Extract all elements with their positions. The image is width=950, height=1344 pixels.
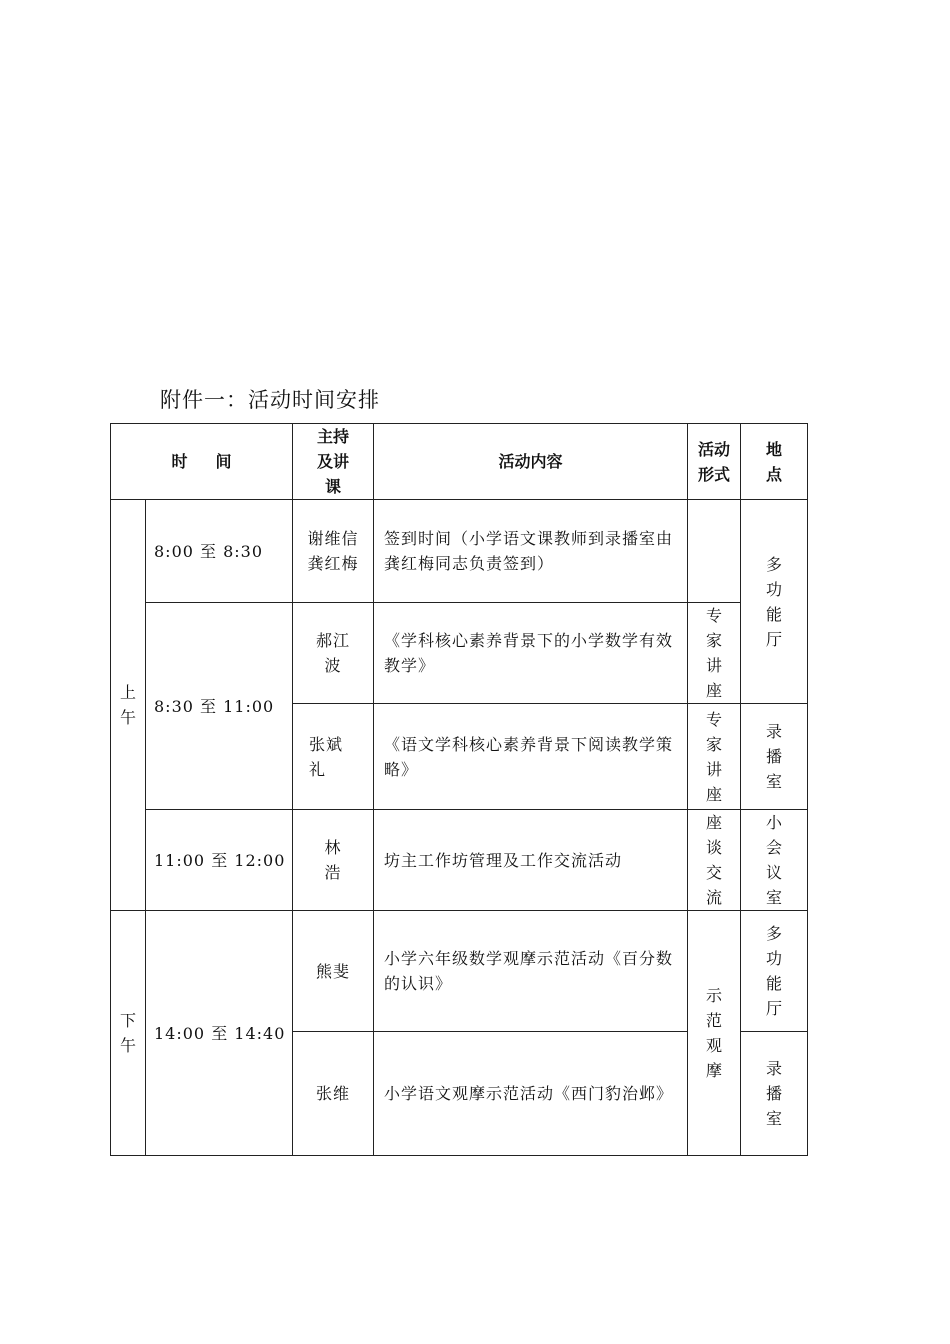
- host-name: 谢维信 龚红梅: [307, 529, 359, 573]
- form-cell: [688, 911, 741, 1156]
- host-cell: [293, 1032, 374, 1156]
- header-form: [688, 424, 741, 500]
- content-cell: 签到时间（小学语文课教师到录播室由龚红梅同志负责签到）: [374, 500, 688, 603]
- host-name: 张斌 礼: [309, 734, 344, 779]
- table-row: [111, 500, 808, 603]
- period-morning-label: 上午: [119, 683, 136, 727]
- place-cell: [741, 810, 808, 911]
- period-afternoon-label: 下午: [119, 1011, 136, 1055]
- place-name: 多功能厅: [766, 554, 783, 649]
- time-cell: 8:30 至 11:00: [146, 603, 293, 810]
- header-row: [111, 424, 808, 500]
- table-row: [111, 810, 808, 911]
- form-text: 专家讲座: [706, 606, 723, 700]
- header-form-text: 活动形式: [698, 439, 731, 484]
- content-cell: 坊主工作坊管理及工作交流活动: [374, 810, 688, 911]
- host-cell: [293, 810, 374, 911]
- host-cell: [293, 603, 374, 704]
- page-title: 附件一：活动时间安排: [160, 388, 380, 412]
- host-name: 熊斐: [316, 961, 351, 981]
- place-name: 录播室: [766, 1059, 783, 1128]
- host-cell: [293, 704, 374, 810]
- place-name: 录播室: [766, 722, 783, 791]
- form-text: 专家讲座: [706, 709, 723, 804]
- form-text: 示范观摩: [706, 986, 723, 1080]
- content-cell: 《语文学科核心素养背景下阅读教学策略》: [374, 704, 688, 810]
- place-name: 小会议室: [766, 813, 783, 907]
- host-name: 郝江 波: [316, 631, 351, 675]
- place-cell: [741, 500, 808, 704]
- time-cell: 11:00 至 12:00: [146, 810, 293, 911]
- schedule-table: [110, 423, 808, 1156]
- host-cell: [293, 911, 374, 1032]
- table-row: [111, 603, 808, 704]
- time-cell: 14:00 至 14:40: [146, 911, 293, 1156]
- content-cell: 《学科核心素养背景下的小学数学有效教学》: [374, 603, 688, 704]
- form-cell: [688, 500, 741, 603]
- header-time: 时间: [111, 424, 293, 500]
- period-afternoon: [111, 911, 146, 1156]
- header-host-text: 主持及讲课: [317, 427, 350, 496]
- form-cell: [688, 603, 741, 704]
- form-text: 座谈交流: [706, 813, 723, 907]
- host-cell: [293, 500, 374, 603]
- place-cell: [741, 911, 808, 1032]
- place-cell: [741, 704, 808, 810]
- form-cell: [688, 704, 741, 810]
- header-host: [293, 424, 374, 500]
- header-place: 地点: [741, 424, 808, 500]
- period-morning: [111, 500, 146, 911]
- time-cell: 8:00 至 8:30: [146, 500, 293, 603]
- content-cell: 小学语文观摩示范活动《西门豹治邺》: [374, 1032, 688, 1156]
- host-name: 张维: [316, 1084, 351, 1103]
- table-row: [111, 911, 808, 1032]
- place-name: 多功能厅: [766, 924, 783, 1018]
- form-cell: [688, 810, 741, 911]
- content-cell: 小学六年级数学观摩示范活动《百分数的认识》: [374, 911, 688, 1032]
- host-name: 林 浩: [324, 838, 342, 882]
- place-cell: [741, 1032, 808, 1156]
- header-content: 活动内容: [374, 424, 688, 500]
